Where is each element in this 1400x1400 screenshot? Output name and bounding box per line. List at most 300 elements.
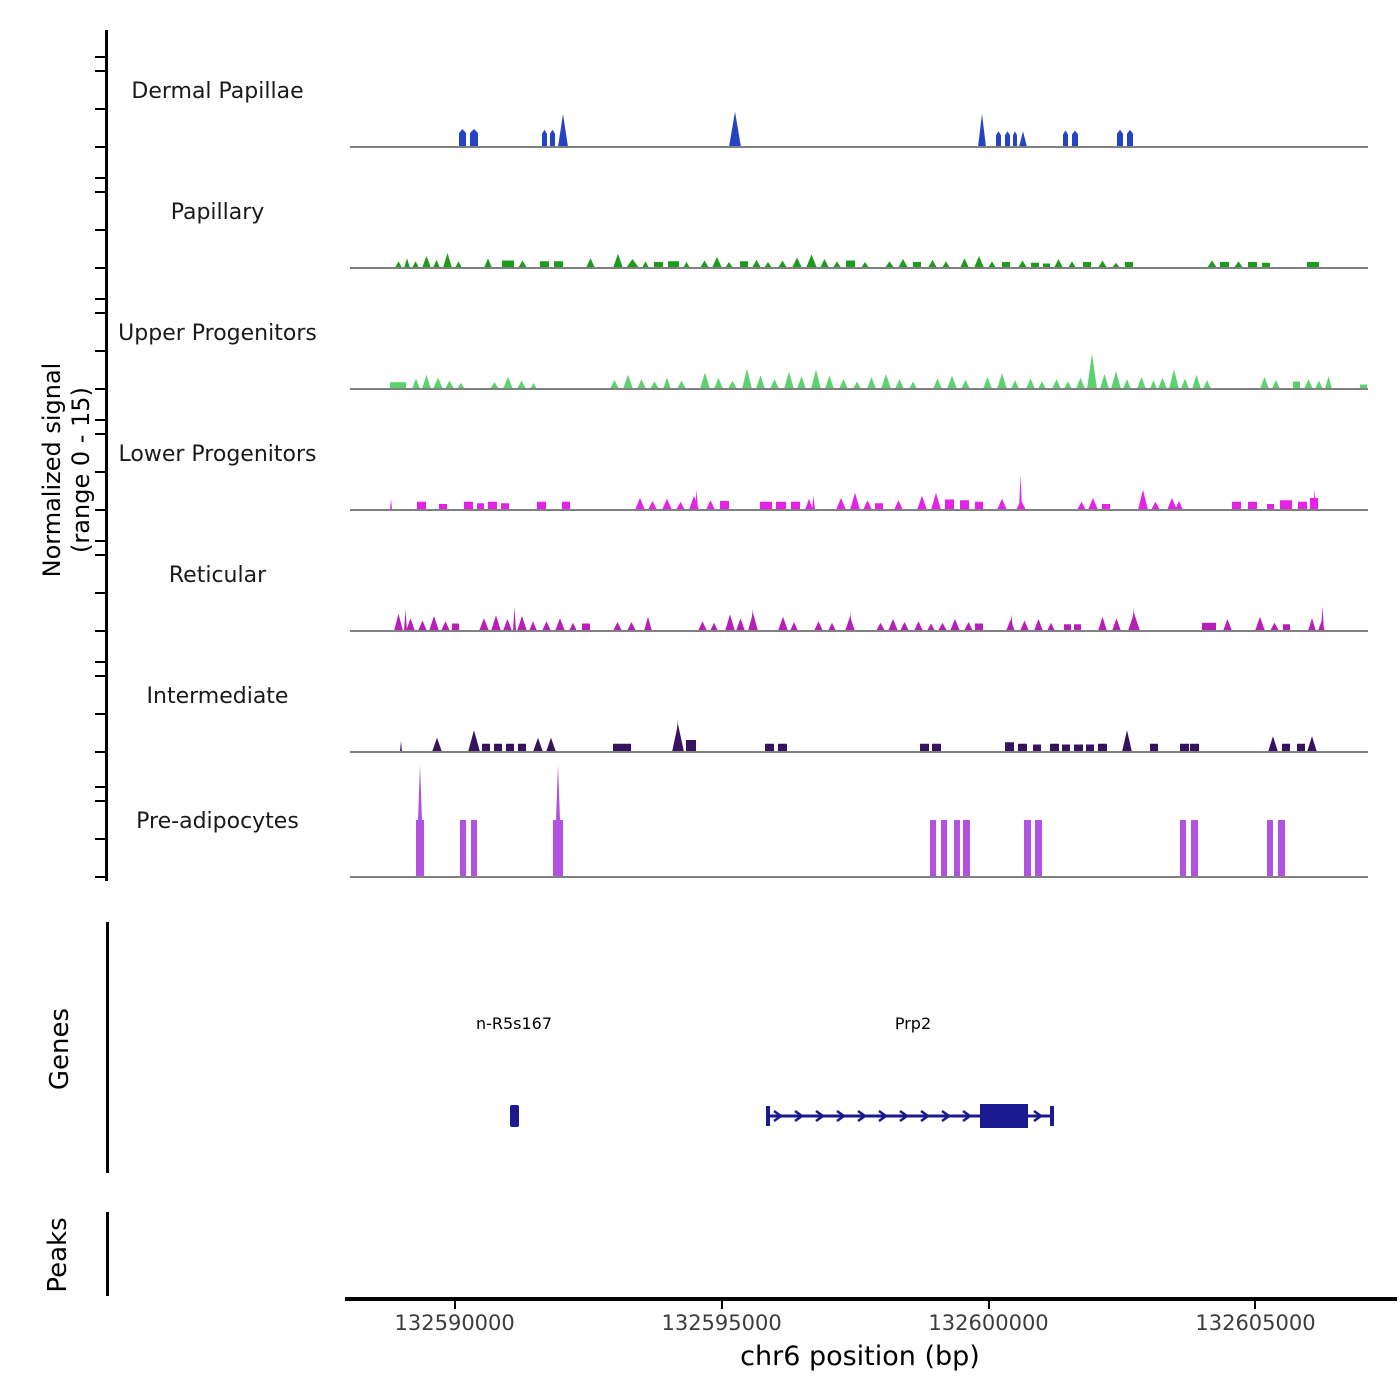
signal-peak [791,502,800,510]
signal-peak [1298,502,1307,510]
signal-peak [885,261,894,268]
y-tick [95,713,105,715]
signal-peak [1063,131,1068,148]
signal-peak [1297,744,1305,752]
signal-peak [806,255,817,269]
signal-peak [1024,820,1031,877]
signal-peak [930,820,936,877]
signal-peak [1068,261,1076,268]
signal-peak [644,617,652,631]
signal-peak [1019,475,1022,510]
signal-peak [850,493,860,510]
signal-peak [714,378,723,389]
signal-peak [1325,376,1332,389]
y-tick [95,630,105,632]
signal-peak [975,502,983,510]
signal-peak [778,744,787,752]
y-tick [95,177,105,179]
signal-peak [770,379,779,389]
signal-peak [700,373,710,390]
signal-peak [895,379,904,389]
signal-peak [404,609,407,631]
y-tick [95,191,105,193]
signal-peak [452,624,459,632]
signal-peak [805,499,813,510]
signal-peak [983,377,992,389]
gene-name-n-r5s167: n-R5s167 [475,1014,553,1033]
track-label-papillary: Papillary [170,200,265,225]
x-tick [721,1301,723,1309]
gene-name-prp2: Prp2 [894,1014,932,1033]
track-signal-lower-progenitors [350,397,1370,512]
signal-peak [909,382,917,390]
signal-peak [1019,131,1027,147]
y-axis-label [38,315,96,625]
gene-glyph-n-r5s167 [510,1105,519,1127]
signal-peak [1202,623,1216,631]
signal-peak [932,744,941,752]
signal-peak [663,378,671,389]
signal-peak [1138,490,1148,510]
track-signal-dermal-papillae [350,34,1370,149]
signal-peak [961,380,970,389]
signal-peak [1158,378,1167,389]
signal-peak [441,621,450,631]
signal-peak [668,261,679,268]
signal-peak [898,259,908,268]
signal-peak [502,261,514,269]
track-signal-upper-progenitors [350,276,1370,391]
signal-peak [1234,261,1243,268]
signal-peak [586,258,595,268]
signal-peak [792,258,802,269]
signal-peak [635,498,645,510]
signal-peak [778,261,787,269]
y-tick [95,56,105,58]
y-tick [95,540,105,542]
signal-peak [1026,379,1035,390]
signal-peak [978,114,986,147]
signal-peak [445,381,454,389]
signal-peak [1181,379,1189,390]
signal-peak [626,259,639,268]
signal-peak [760,502,772,510]
signal-peak [1011,380,1019,389]
x-tick [1254,1301,1256,1309]
signal-peak [613,622,622,631]
signal-peak [554,261,563,268]
signal-peak [488,502,497,510]
signal-peak [1207,261,1217,269]
x-tick-label: 132595000 [661,1311,782,1335]
signal-peak [540,261,549,268]
signal-peak [960,500,969,510]
signal-peak [1064,382,1072,390]
signal-peak [1192,375,1201,389]
signal-peak [613,254,623,268]
signal-peak [433,378,443,389]
x-axis-line [345,1297,1397,1301]
gene-models [350,1085,1370,1147]
signal-peak [1321,606,1324,631]
signal-peak [740,261,748,268]
signal-peak [662,499,672,510]
signal-peak [706,500,715,510]
signal-peak [1098,617,1107,631]
y-tick [95,554,105,556]
genes-axis-spine [106,922,109,1173]
y-tick [95,146,105,148]
track-signal-pre-adipocytes [350,764,1370,879]
signal-peak [648,501,657,510]
signal-peak [942,261,950,268]
signal-peak [455,261,462,268]
x-tick-label: 132605000 [1195,1311,1316,1335]
signal-peak [1034,619,1043,631]
signal-peak [914,621,923,631]
signal-peak [471,820,477,877]
signal-peak [1167,498,1177,510]
signal-peak [468,730,480,752]
signal-peak [623,375,633,389]
signal-peak [1293,382,1300,390]
signal-peak [1280,500,1292,510]
signal-peak [997,499,1007,510]
signal-peak [503,377,513,389]
signal-peak [1260,377,1269,389]
signal-peak [550,130,555,147]
signal-peak [677,381,686,389]
signal-peak [533,738,543,752]
signal-peak [1052,379,1061,389]
genes-section-label: Genes [45,1007,75,1091]
signal-peak [725,615,735,632]
signal-peak [490,382,499,389]
signal-peak [1307,736,1317,752]
y-tick [95,419,105,421]
y-tick [95,70,105,72]
signal-peak [390,499,392,510]
y-tick [95,876,105,878]
signal-peak [1223,619,1232,631]
signal-peak [1267,820,1273,877]
signal-peak [429,616,439,631]
signal-peak [443,253,452,268]
signal-peak [1127,130,1133,147]
signal-peak [797,376,806,389]
signal-peak [542,130,547,147]
signal-peak [1278,820,1285,877]
signal-peak [728,381,737,389]
signal-peak [839,379,848,389]
gene-glyph-prp2 [766,1104,1054,1128]
y-tick [95,838,105,840]
y-tick [95,312,105,314]
signal-peak [1191,820,1198,877]
signal-peak [422,375,431,389]
signal-peak [417,502,426,510]
signal-peak [613,744,631,752]
signal-peak [1117,130,1123,147]
signal-peak [853,382,861,390]
signal-peak [720,501,729,510]
y-tick [95,229,105,231]
signal-peak [790,622,798,631]
signal-peak [1175,501,1183,510]
signal-peak [954,820,960,877]
signal-peak [432,738,442,752]
x-axis-title: chr6 position (bp) [740,1341,980,1372]
signal-peak [742,369,752,389]
signal-peak [1304,379,1313,389]
signal-peak [582,624,590,632]
signal-peak [736,618,745,631]
signal-peak [1137,377,1146,389]
signal-peak [975,624,983,632]
signal-peak [1270,623,1279,631]
track-signal-reticular [350,518,1370,633]
signal-peak [950,619,960,631]
signal-peak [1035,820,1042,877]
signal-peak [996,131,1001,147]
signal-peak [1150,380,1157,389]
signal-peak [710,623,718,631]
track-label-reticular: Reticular [168,563,267,588]
signal-peak [553,765,563,878]
signal-peak [712,257,722,268]
y-tick [95,786,105,788]
signal-peak [529,621,537,631]
signal-peak [686,740,696,752]
signal-peak [1062,745,1070,753]
signal-peak [700,261,709,269]
signal-peak [1077,502,1086,510]
signal-peak [778,617,788,631]
y-tick [95,592,105,594]
y-tick [95,350,105,352]
y-tick [95,433,105,435]
signal-peak [1169,370,1179,390]
signal-peak [933,379,942,390]
signal-peak [513,607,516,631]
signal-peak [1076,378,1085,389]
signal-peak [863,500,872,510]
signal-peak [1098,261,1107,269]
y-tick [95,471,105,473]
track-label-lower-progenitors: Lower Progenitors [118,442,317,467]
signal-peak [1190,744,1199,752]
y-tick [95,661,105,663]
signal-peak [988,261,996,268]
signal-peak [820,259,829,268]
signal-peak [1122,730,1132,752]
signal-peak [1005,131,1010,147]
signal-peak [1232,502,1241,510]
signal-peak [938,623,947,631]
y-tick [95,108,105,110]
signal-peak [1100,374,1109,389]
signal-peak [941,820,947,877]
signal-peak [479,618,489,631]
signal-peak [395,261,402,268]
signal-peak [928,260,937,268]
signal-peak [412,261,419,268]
signal-peak [1050,744,1059,752]
signal-peak [1088,498,1098,510]
signal-peak [756,376,765,390]
signal-peak [460,820,466,877]
signal-peak [1054,259,1063,268]
signal-peak [558,114,568,147]
signal-peak [828,623,836,631]
signal-peak [1074,624,1081,631]
signal-peak [610,380,619,389]
signal-peak [642,261,649,268]
x-tick-label: 132590000 [394,1311,515,1335]
signal-peak [546,738,556,752]
signal-peak [501,503,509,510]
y-axis-label-line1: Normalized signal [38,362,66,578]
signal-peak [470,129,478,147]
signal-peak [518,261,527,269]
signal-peak [825,376,834,390]
y-tick [95,800,105,802]
signal-peak [676,502,685,510]
signal-peak [963,820,970,877]
signal-peak [517,381,526,389]
signal-peak [836,498,846,510]
signal-peak [416,765,424,878]
y-tick [95,751,105,753]
signal-peak [412,379,420,390]
signal-peak [1255,617,1265,631]
signal-peak [1112,618,1121,631]
signal-peak [1150,744,1158,752]
signal-peak [900,622,909,631]
signal-peak [627,622,636,631]
signal-peak [1072,131,1078,148]
signal-peak [695,490,698,510]
signal-peak [569,623,577,631]
signal-peak [555,618,565,631]
signal-peak [406,618,415,631]
signal-peak [729,112,741,147]
track-label-dermal-papillae: Dermal Papillae [131,79,304,104]
y-tick [95,388,105,390]
track-label-pre-adipocytes: Pre-adipocytes [136,809,299,834]
signal-peak [1018,261,1027,269]
signal-peak [390,382,406,389]
y-tick [95,675,105,677]
signal-peak [482,744,490,752]
signal-peak [888,619,898,631]
x-tick-label: 132600000 [928,1311,1049,1335]
y-tick [95,267,105,269]
signal-peak [833,261,841,268]
signal-peak [1005,742,1014,752]
signal-peak [960,258,969,268]
track-label-upper-progenitors: Upper Progenitors [118,321,317,346]
signal-peak [1180,820,1186,877]
signal-peak [484,258,492,268]
signal-peak [1033,745,1041,753]
x-tick [454,1301,456,1309]
signal-peak [394,614,403,631]
signal-peak [517,616,527,631]
signal-peak [422,256,431,268]
signal-peak [506,744,514,752]
signal-peak [1086,745,1094,753]
track-signal-papillary [350,155,1370,270]
signal-peak [518,744,526,752]
signal-peak [964,622,973,631]
signal-peak [1013,131,1017,147]
signal-peak [1018,744,1027,752]
signal-peak [931,493,941,510]
signal-peak [1020,621,1029,632]
signal-peak [784,372,794,389]
signal-peak [1248,502,1257,510]
signal-peak [459,129,466,147]
signal-peak [875,503,883,510]
signal-peak [920,744,929,752]
signal-peak [637,379,646,389]
signal-peak [1203,380,1211,389]
signal-peak [418,621,427,632]
signal-peak [400,741,402,752]
peaks-axis-spine [106,1212,109,1296]
signal-peak [404,258,410,268]
signal-peak [1315,381,1323,389]
signal-peak [974,256,984,268]
signal-peak [1098,744,1107,752]
signal-peak [765,744,774,752]
signal-peak [464,502,473,510]
signal-peak [811,370,821,390]
signal-peak [1282,744,1290,752]
signal-peak [927,624,935,632]
signal-peak [542,621,551,631]
signal-peak [1047,623,1055,631]
x-tick [988,1301,990,1309]
signal-peak [1272,380,1280,389]
signal-peak [876,623,885,631]
signal-peak [945,500,954,511]
signal-peak [846,261,855,269]
signal-peak [433,260,440,268]
signal-peak [1123,379,1131,389]
signal-peak [1074,745,1083,753]
signal-peak [1283,624,1290,631]
signal-peak [947,376,957,390]
signal-peak [917,496,927,510]
signal-peak [1180,744,1189,752]
signal-peak [881,374,891,389]
signal-peak [1308,618,1316,631]
y-axis-label-line2: (range 0 - 15) [67,387,95,553]
signal-peak [894,500,903,510]
track-label-intermediate: Intermediate [146,684,289,709]
signal-peak [698,621,707,631]
signal-peak [477,503,484,510]
signal-peak [812,496,815,510]
signal-peak [562,502,570,510]
signal-peak [1151,502,1160,510]
signal-peak [537,502,546,510]
signal-peak [1111,371,1121,389]
peaks-section-label: Peaks [43,1217,73,1293]
signal-peak [1268,736,1278,752]
